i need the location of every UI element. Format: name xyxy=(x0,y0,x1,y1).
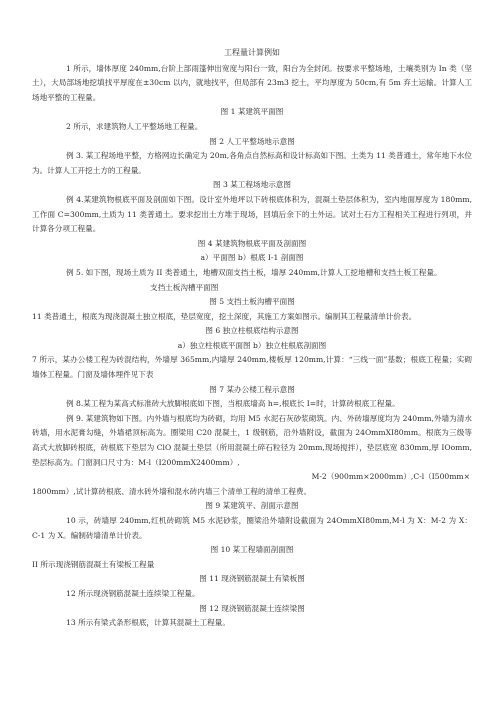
figure-caption-10: 图 10 某工程墙面剖面图 xyxy=(210,545,294,555)
paragraph-example-5: 例 5. 如下图，现场土质为 II 类普通土，地槽双面支挡土板，墙厚 240mm,计算人工挖地槽和支挡土板工程量。 xyxy=(66,267,442,277)
figure-caption-6: 图 6 独立柱根底结构示意图 xyxy=(205,326,299,336)
figure-caption-4: 图 4 某建筑物根底平面及剖面图 xyxy=(197,238,307,248)
figure-caption-1: 图 1 某建筑平面图 xyxy=(220,107,284,117)
figure-caption-5: 图 5 支挡土板沟槽平面图 xyxy=(209,297,295,307)
figure-subcaption-6: a）独立柱根底平面图 b）独立柱根底剖面图 xyxy=(177,340,327,350)
paragraph-example-9: 例 9. 某建筑物如下图。内外墙与根底均为砖砌，均用 M5 水泥石灰砂浆砌筑。内、外砖墙厚度均为 240mm,外墙为清水砖墙，用水泥膏勾缝，外墙裙顶标高为。圈梁用 C20 混凝土，1 级钢筋，沿外墙附设，截面为 24OmmXI80mm。根底为三级等高式大放脚砖根底，砖根底下垫层为 ClO 混凝土垫层（所用混凝土碎石粒径为 20mm,现场搅拌），垫层底宽 830mm,厚 IOomm,垫层标高为。门窗洞口尺寸为：M-l（I200mmX2400mm）, xyxy=(32,413,472,467)
paragraph-example-13: 13 所示有梁式条形根底，计算其混凝土工程量。 xyxy=(66,618,230,628)
figure-caption-3: 图 3 某工程场地示意图 xyxy=(212,180,291,190)
figure-caption-7: 图 7 某办公楼工程示意图 xyxy=(209,384,295,394)
paragraph-example-7: 7 所示，某办公楼工程为砖混结构，外墙厚 365mm,内墙厚 240mm,楼板厚 120mm,计算：“三线一面”基数；根底工程量；实砌墙体工程量。门窗及墙体埋件见下表 xyxy=(32,355,472,380)
paragraph-example-2: 2 所示，求建筑物人工平整场地工程量。 xyxy=(66,121,203,131)
paragraph-example-8: 例 8.某工程为某高式标准砖大放脚根底如下图，当根底墙高 h=,根底长 I=时，计算砖根底工程量。 xyxy=(66,399,400,409)
paragraph-example-1: 1 所示，墙体厚度 240mm,台阶上部雨篷伸出宽度与阳台一致，阳台为全封闭。按要求平整场地，土壤类别为 In 类（坚土），大局部场地挖填找平厚度在±30cm 以内，就地找平，但局部有 23m3 挖土，平均厚度为 50cm,有 5m 弃土运输。计算人工场地平整的工程量。 xyxy=(32,63,472,102)
document-title: 工程量计算例如 xyxy=(224,48,280,57)
paragraph-example-9-tail xyxy=(32,470,472,485)
figure-caption-11: 图 11 现浇钢筋混凝土有梁板图 xyxy=(199,574,305,584)
paragraph-example-9-continued: 1800mm）,试计算砖根底、清水砖外墙和混水砖内墙三个清单工程的清单工程费。 xyxy=(32,486,312,496)
figure-caption-12: 图 12 现浇钢筋混凝土连续梁图 xyxy=(199,603,305,613)
paragraph-example-11: II 所示现浇钢筋混凝土有梁板工程量 xyxy=(32,559,155,569)
paragraph-example-9-door-sizes: M-2（900mm×2000mm）,C-l（I500mm× xyxy=(311,472,470,482)
figure-caption-2: 图 2 人工平整场地示意图 xyxy=(209,136,295,146)
paragraph-example-6: 11 类普通土，根底为现浇混凝土独立根底，垫层宽度，挖土深度，其施工方案如图示。编制其工程量清单计价表。 xyxy=(32,311,417,321)
paragraph-example-10: 10 示，砖墙厚 240mm,红机砖砌筑 M5 水泥砂浆，圈梁沿外墙附设截面为 24OmmXI80mm,M-l 为 X：M-2 为 X：C-1 为 X。编制砖墙清单计价表。 xyxy=(32,516,472,540)
figure-subcaption-4: a）平面图 b）根底 I-1 剖面图 xyxy=(200,253,304,263)
figure-label-5: 支挡土板沟槽平面图 xyxy=(150,282,219,292)
paragraph-example-12: 12 所示现浇钢筋混凝土连续梁工程量。 xyxy=(66,588,200,598)
figure-caption-9: 图 9 某建筑平、剖面示意图 xyxy=(205,501,299,511)
paragraph-example-3: 例 3. 某工程场地平整，方格网边长确定为 20m,各角点自然标高和设计标高如下图。土类为 11 类普通土，常年地下水位为。计算人工开挖土方的工程量。 xyxy=(32,151,472,175)
paragraph-example-4: 例 4.某建筑物根底平面及剖面如下图。设计室外地坪以下砖根底体积为，混凝土垫层体积为，室内地面厚度为 180mm,工作面 C=300mm,土质为 11 类普通土。要求挖出土方堆于现场，回填后余下的土外运。试对土石方工程相关工程进行列项，并计算各分项工程量。 xyxy=(32,194,472,234)
